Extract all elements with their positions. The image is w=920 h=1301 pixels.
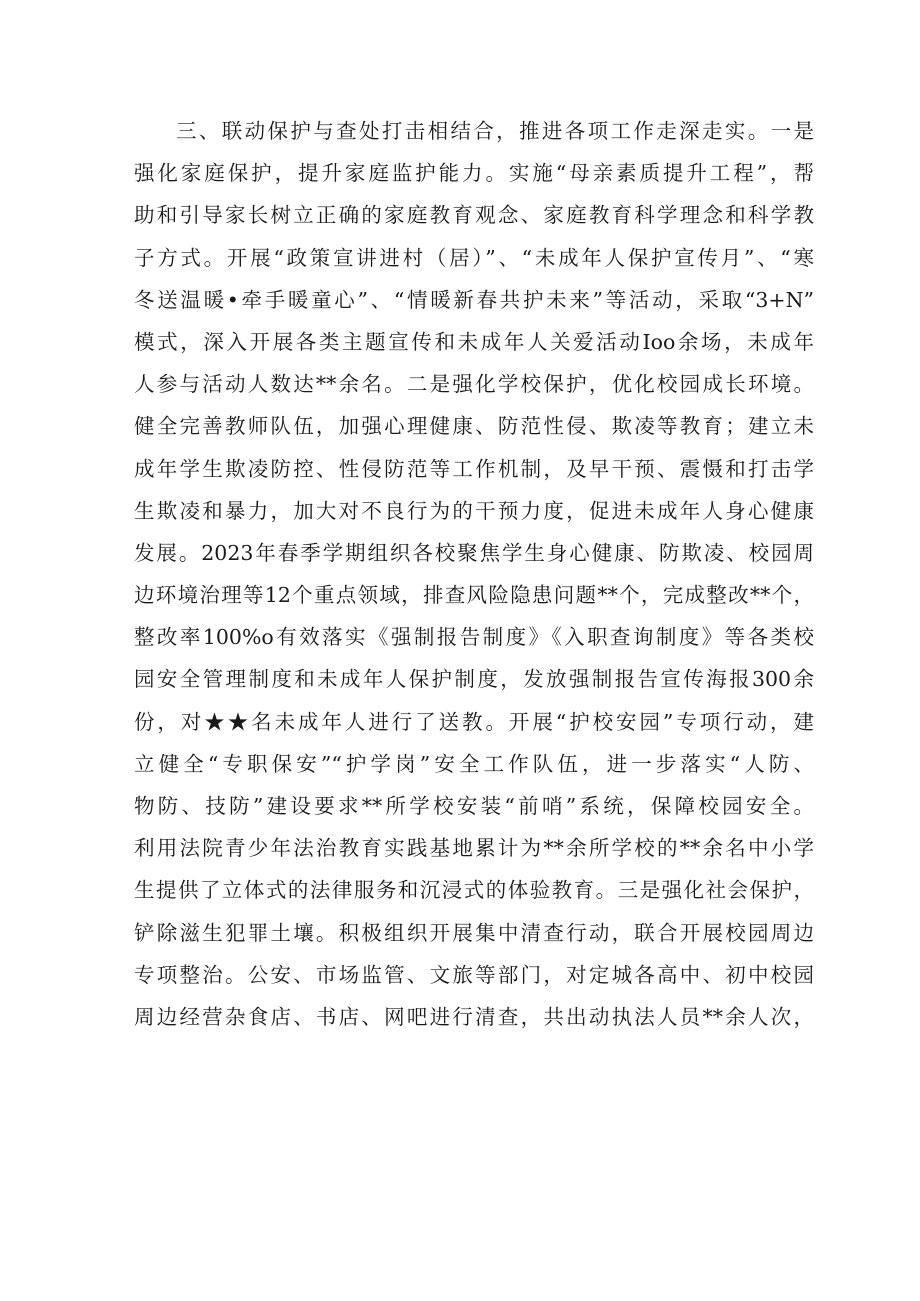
paragraph-line: 强化家庭保护，提升家庭监护能力。实施“母亲素质提升工程”，帮 (134, 161, 814, 186)
paragraph-line: 周边经营杂食店、书店、网吧进行清查，共出动执法人员**余人次， (134, 1004, 814, 1029)
paragraph-line: 园安全管理制度和未成年人保护制度，发放强制报告宣传海报300余 (134, 667, 814, 692)
paragraph-line: 助和引导家长树立正确的家庭教育观念、家庭教育科学理念和科学教 (134, 203, 814, 228)
paragraph-line: 利用法院青少年法治教育实践基地累计为**余所学校的**余名中小学 (134, 836, 814, 861)
paragraph-line: 模式，深入开展各类主题宣传和未成年人关爱活动Ioo余场，未成年 (134, 329, 814, 354)
paragraph-line: 专项整治。公安、市场监管、文旅等部门，对定城各高中、初中校园 (134, 962, 814, 987)
paragraph-line: 生欺凌和暴力，加大对不良行为的干预力度，促进未成年人身心健康 (134, 498, 814, 523)
paragraph-line: 份，对★★名未成年人进行了送教。开展“护校安园”专项行动，建 (134, 709, 814, 734)
paragraph-line: 成年学生欺凌防控、性侵防范等工作机制，及早干预、震慑和打击学 (134, 456, 814, 481)
paragraph-line: 立健全“专职保安”“护学岗”安全工作队伍，进一步落实“人防、 (134, 751, 814, 776)
paragraph-line: 铲除滋生犯罪土壤。积极组织开展集中清查行动，联合开展校园周边 (134, 920, 814, 945)
paragraph-line: 健全完善教师队伍，加强心理健康、防范性侵、欺凌等教育；建立未 (134, 414, 814, 439)
paragraph-line: 子方式。开展“政策宣讲进村（居）”、“未成年人保护宣传月”、“寒 (134, 245, 814, 270)
paragraph-line: 整改率100%o有效落实《强制报告制度》《入职查询制度》等各类校 (134, 625, 814, 650)
paragraph-line: 生提供了立体式的法律服务和沉浸式的体验教育。三是强化社会保护， (134, 878, 814, 903)
paragraph-line: 发展。2023年春季学期组织各校聚焦学生身心健康、防欺凌、校园周 (134, 540, 814, 565)
paragraph-line: 人参与活动人数达**余名。二是强化学校保护，优化校园成长环境。 (134, 372, 814, 397)
paragraph-line: 冬送温暖•牵手暖童心”、“情暖新春共护未来”等活动，采取“3+N” (134, 287, 814, 312)
paragraph-line: 物防、技防”建设要求**所学校安装“前哨”系统，保障校园安全。 (134, 794, 814, 818)
paragraph-line: 三、联动保护与查处打击相结合，推进各项工作走深走实。一是 (176, 119, 814, 143)
paragraph-line: 边环境治理等12个重点领域，排查风险隐患问题**个，完成整改**个， (134, 583, 814, 608)
body-paragraph (134, 110, 814, 1038)
